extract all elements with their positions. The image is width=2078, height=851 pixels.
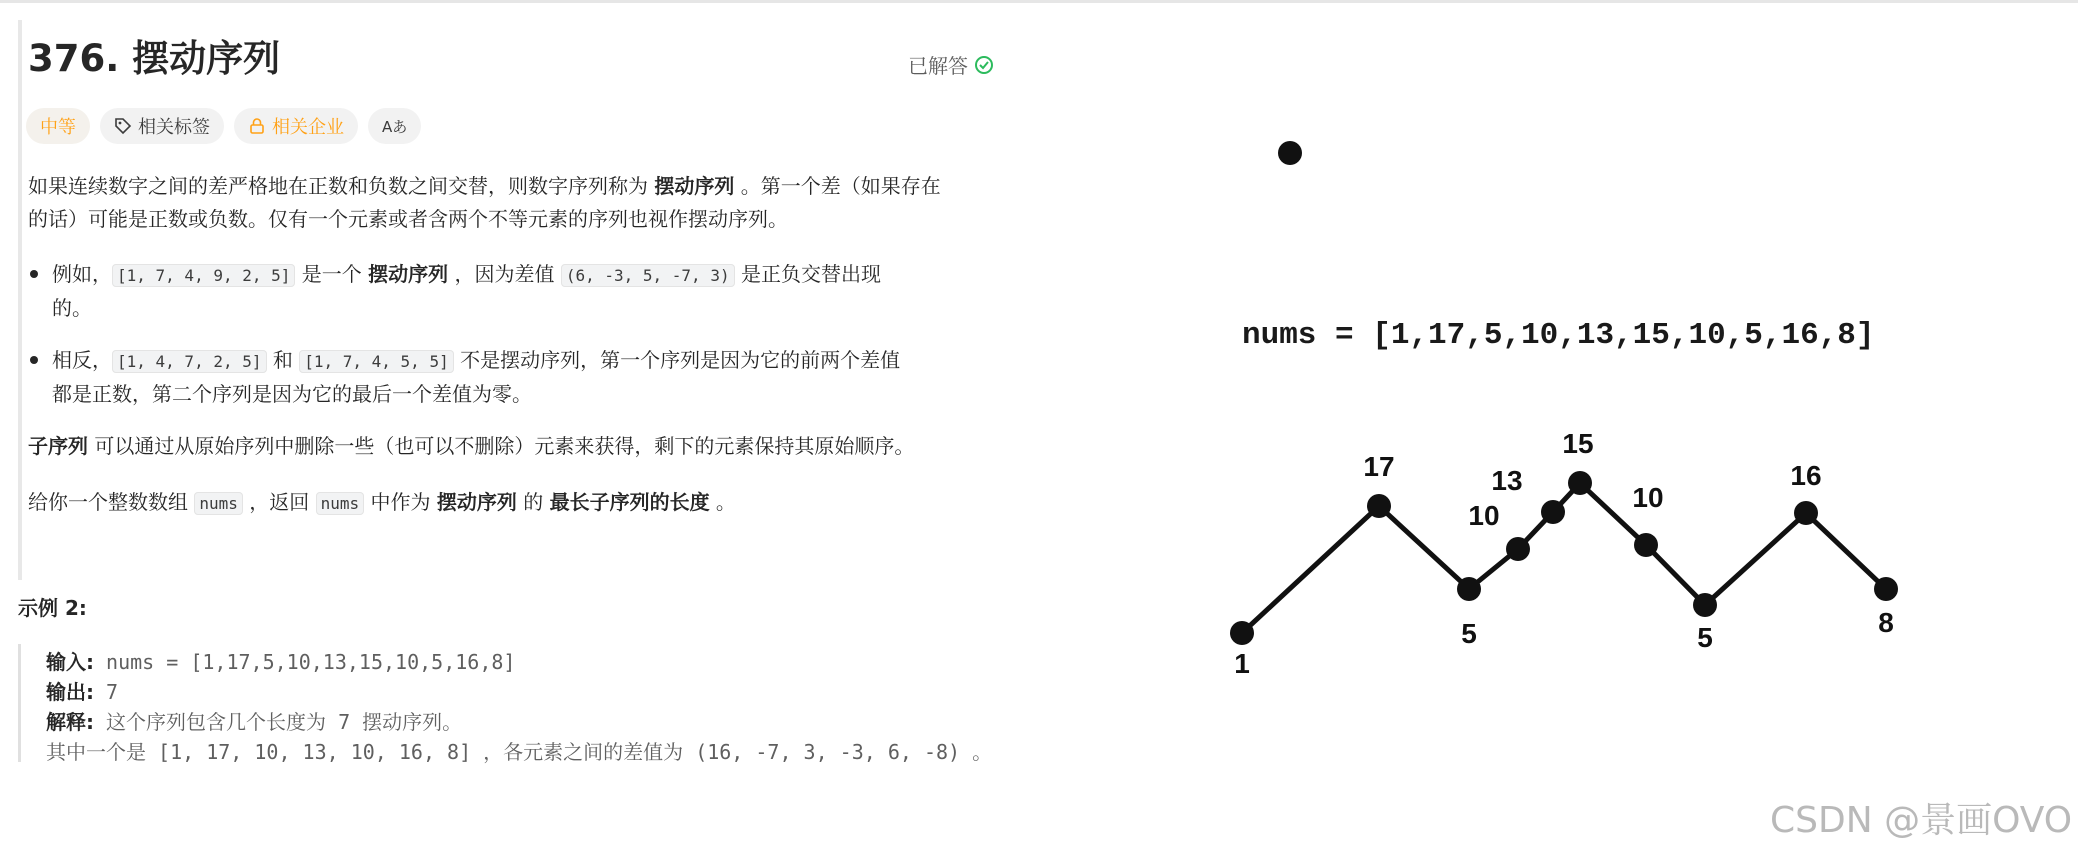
desc-text-line2: 的话）可能是正数或负数。仅有一个元素或者含两个不等元素的序列也视作摆动序列。 xyxy=(28,207,788,231)
translate-button[interactable] xyxy=(368,108,421,144)
point-dot xyxy=(1457,577,1481,601)
point-label: 15 xyxy=(1562,428,1594,459)
solved-label: 已解答 xyxy=(908,54,968,78)
bullet-text: 是一个 xyxy=(295,262,369,286)
point-label: 17 xyxy=(1363,451,1395,482)
example-output-label: 输出: xyxy=(46,680,94,704)
task-text: 。 xyxy=(709,490,736,514)
bullet-dot xyxy=(30,270,38,278)
example-explain-value: 这个序列包含几个长度为 7 摆动序列。 xyxy=(94,710,463,734)
point-label: 5 xyxy=(1461,618,1477,649)
check-circle-icon xyxy=(974,55,994,75)
example-explain-line2: 其中一个是 [1, 17, 10, 13, 10, 16, 8] ，各元素之间的差值为 (16, -7, 3, -3, 6, -8) 。 xyxy=(46,740,993,764)
point-label: 5 xyxy=(1697,622,1713,653)
desc-text: 。第一个差（如果存在 xyxy=(734,174,941,198)
point-label: 16 xyxy=(1790,460,1822,491)
desc-bold-term: 摆动序列 xyxy=(654,174,735,198)
lock-icon xyxy=(248,117,266,135)
stray-dot xyxy=(1278,141,1302,165)
inline-code: [1, 7, 4, 5, 5] xyxy=(299,350,454,373)
point-dot xyxy=(1568,471,1592,495)
point-label: 1 xyxy=(1234,648,1250,679)
top-border xyxy=(0,0,2078,3)
csdn-watermark: CSDN @景画OVO xyxy=(1770,800,2073,841)
bullet-example-wiggle xyxy=(28,258,1028,325)
example-explain-line xyxy=(46,706,462,735)
tag-icon xyxy=(114,117,132,135)
point-dot xyxy=(1874,577,1898,601)
example-left-border xyxy=(18,644,21,762)
bullet-text: 是正负交替出现 xyxy=(734,262,881,286)
bullet-dot xyxy=(30,356,38,364)
point-dot xyxy=(1367,494,1391,518)
task-paragraph xyxy=(28,486,1028,520)
related-companies-label: 相关企业 xyxy=(272,117,344,138)
point-label: 8 xyxy=(1878,607,1894,638)
point-dot xyxy=(1634,533,1658,557)
difficulty-label: 中等 xyxy=(40,117,76,138)
task-text: ，返回 xyxy=(242,490,316,514)
point-dot xyxy=(1506,537,1530,561)
point-label: 10 xyxy=(1468,500,1500,531)
example-output-line xyxy=(46,676,118,705)
example-input-value: nums = [1,17,5,10,13,15,10,5,16,8] xyxy=(94,650,516,674)
related-tags-label: 相关标签 xyxy=(138,117,210,138)
bullet-counter-example xyxy=(28,344,1028,411)
point-dot xyxy=(1541,500,1565,524)
diagram-equation: nums = [1,17,5,10,13,15,10,5,16,8] xyxy=(1242,318,1875,353)
bullet-bold-term: 摆动序列 xyxy=(368,262,449,286)
point-dot xyxy=(1693,593,1717,617)
example-output-value: 7 xyxy=(94,680,119,704)
translate-icon: Aあ xyxy=(382,117,408,136)
description-paragraph xyxy=(28,170,1028,236)
inline-code: [1, 7, 4, 9, 2, 5] xyxy=(112,264,295,287)
problem-tags xyxy=(26,108,421,144)
task-text: 中作为 xyxy=(364,490,437,514)
example-input-line xyxy=(46,646,515,675)
task-bold-term: 最长子序列的长度 xyxy=(549,490,710,514)
solved-status xyxy=(908,50,994,79)
task-text: 的 xyxy=(516,490,550,514)
example-block xyxy=(18,640,1038,766)
subsequence-bold-term: 子序列 xyxy=(28,434,88,458)
difficulty-badge xyxy=(26,108,90,144)
related-tags-button[interactable] xyxy=(100,108,224,144)
task-text: 给你一个整数数组 xyxy=(28,490,195,514)
bullet-text: 例如， xyxy=(52,262,112,286)
inline-code: nums xyxy=(316,492,365,515)
problem-left-border xyxy=(18,20,22,580)
example-input-label: 输入: xyxy=(46,650,94,674)
bullet-text: 相反， xyxy=(52,348,112,372)
desc-text: 如果连续数字之间的差严格地在正数和负数之间交替，则数字序列称为 xyxy=(28,174,655,198)
inline-code: nums xyxy=(194,492,243,515)
bullet-text-line2: 的。 xyxy=(52,296,92,320)
bullet-text-line2: 都是正数，第二个序列是因为它的最后一个差值为零。 xyxy=(52,382,532,406)
bullet-text: ，因为差值 xyxy=(448,262,561,286)
subsequence-paragraph xyxy=(28,430,1028,463)
point-dot xyxy=(1230,621,1254,645)
inline-code: (6, -3, 5, -7, 3) xyxy=(561,264,735,287)
subsequence-text: 可以通过从原始序列中删除一些（也可以不删除）元素来获得，剩下的元素保持其原始顺序。 xyxy=(88,434,915,458)
bullet-text: 和 xyxy=(266,348,300,372)
point-dot xyxy=(1794,501,1818,525)
problem-title: 376. 摆动序列 xyxy=(28,37,281,80)
wiggle-line xyxy=(1242,483,1886,633)
example-title: 示例 2: xyxy=(18,596,87,620)
related-companies-button[interactable] xyxy=(234,108,358,144)
bullet-text: 不是摆动序列，第一个序列是因为它的前两个差值 xyxy=(453,348,901,372)
inline-code: [1, 4, 7, 2, 5] xyxy=(112,350,267,373)
example-explain-label: 解释: xyxy=(46,710,94,734)
point-label: 10 xyxy=(1632,482,1664,513)
point-label: 13 xyxy=(1491,465,1523,496)
task-bold-term: 摆动序列 xyxy=(436,490,517,514)
